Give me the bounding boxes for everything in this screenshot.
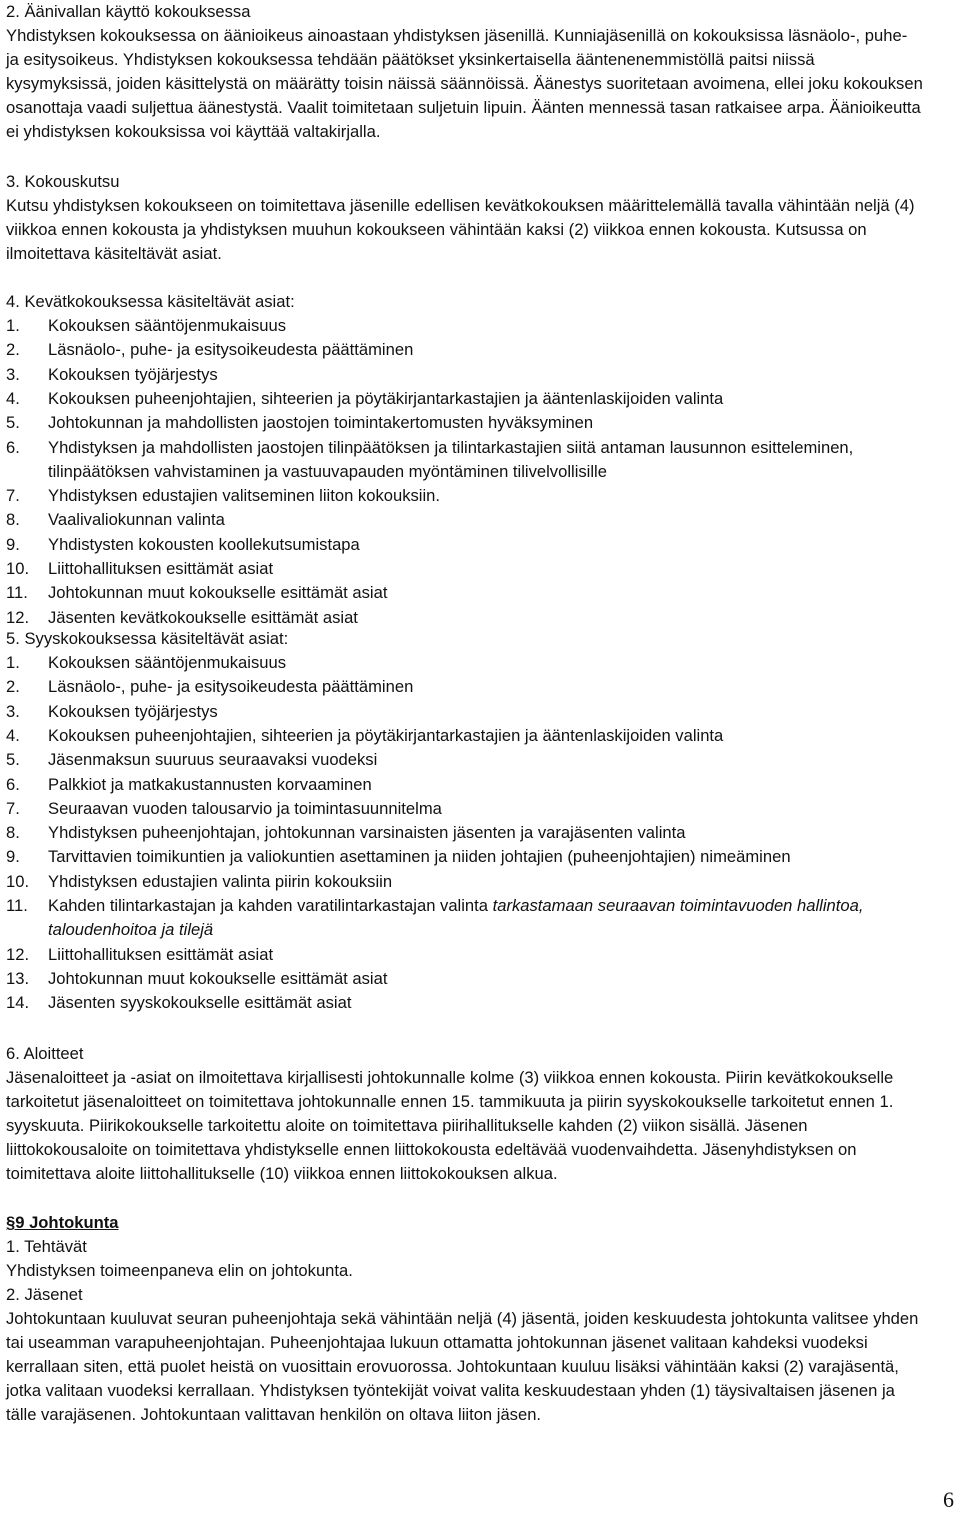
- paragraph-line: ilmoitettava käsiteltävät asiat.: [6, 244, 222, 263]
- list-item-italic-text: tarkastamaan seuraavan toimintavuoden hallintoa,: [492, 896, 864, 915]
- list-item-number: 9.: [6, 534, 20, 554]
- list-item-text: Kokouksen sääntöjenmukaisuus: [48, 316, 286, 335]
- list-item-text: Kokouksen työjärjestys: [48, 364, 218, 384]
- section-heading-2: 2. Äänivallan käyttö kokouksessa: [6, 2, 251, 21]
- paragraph-line: Yhdistyksen toimeenpaneva elin on johtokunta.: [6, 1261, 353, 1280]
- list-item-text: Liittohallituksen esittämät asiat: [48, 559, 274, 578]
- list-item: [6, 797, 442, 821]
- list-item: [6, 338, 413, 362]
- list-item-number: 9.: [6, 847, 20, 867]
- paragraph-line: toimitettava aloite liittohallitukselle (10) viikkoa ennen liittokokouksen alkua.: [6, 1164, 558, 1183]
- list-item-text: Johtokunnan ja mahdollisten jaostojen toimintakertomusten hyväksyminen: [48, 413, 594, 433]
- list-item: [6, 533, 360, 557]
- list-item: [6, 748, 377, 772]
- list-item: [6, 363, 218, 387]
- paragraph-line: kerrallaan siten, että puolet heistä on vuosittain erovuorossa. Johtokuntaan kuuluu lisäksi vähintään kaksi (2) varajäsentä,: [6, 1357, 899, 1376]
- list-item-text: Liittohallituksen esittämät asiat: [48, 944, 274, 964]
- list-item: [6, 651, 286, 675]
- list-item: [6, 460, 607, 484]
- list-item-text: Yhdistysten kokousten koollekutsumistapa: [48, 534, 360, 554]
- section-heading-6: 6. Aloitteet: [6, 1044, 84, 1063]
- list-item-text: Kokouksen puheenjohtajien, sihteerien ja pöytäkirjantarkastajien ja ääntenlaskijoiden valinta: [48, 388, 724, 408]
- list-item: [6, 724, 723, 748]
- list-item-number: 5.: [6, 413, 20, 433]
- list-item-text: Jäsenten kevätkokoukselle esittämät asiat: [48, 607, 358, 627]
- list-item-number: 3.: [6, 364, 20, 384]
- list-item-number: 10.: [6, 871, 30, 891]
- paragraph-line: tai useamman varapuheenjohtajan. Puheenjohtajaa lukuun ottamatta johtokunnan jäsenet valitaan kahdeksi vuodeksi: [6, 1333, 868, 1352]
- list-item: [6, 991, 351, 1015]
- list-item: [6, 508, 225, 532]
- list-item-italic-text: taloudenhoitoa ja tilejä: [48, 920, 214, 940]
- list-item-text: Vaalivaliokunnan valinta: [48, 510, 225, 530]
- list-item-text: Yhdistyksen edustajien valitseminen liiton kokouksiin.: [48, 486, 441, 506]
- page-number: 6: [943, 1487, 954, 1512]
- list-item-text: Seuraavan vuoden talousarvio ja toimintasuunnitelma: [48, 798, 442, 818]
- list-item-number: 7.: [6, 798, 20, 818]
- list-item-text: Kokouksen työjärjestys: [48, 701, 218, 721]
- section-heading-9: §9 Johtokunta: [6, 1213, 119, 1232]
- list-item: [6, 967, 387, 991]
- list-item-number: 6.: [6, 774, 20, 794]
- list-item-text: Läsnäolo-, puhe- ja esitysoikeudesta päättäminen: [48, 677, 414, 697]
- list-item-text: Yhdistyksen edustajien valinta piirin kokouksiin: [48, 871, 393, 891]
- list-item: [6, 821, 685, 845]
- list-item-number: 13.: [6, 968, 30, 988]
- list-item: [6, 606, 358, 630]
- list-item: [6, 557, 273, 581]
- paragraph-line: osanottaja vaadi suljettua äänestystä. Vaalit toimitetaan suljetuin lipuin. Äänten mennessä tasan ratkaisee arpa. Äänioikeutta: [6, 98, 921, 117]
- list-item-number: 6.: [6, 437, 20, 457]
- paragraph-line: tarkoitetut jäsenaloitteet on toimitettava johtokunnalle ennen 15. tammikuuta ja piirin syyskokoukselle tarkoitetut ennen 1.: [6, 1092, 894, 1111]
- paragraph-line: Kutsu yhdistyksen kokoukseen on toimitettava jäsenille edellisen kevätkokouksen määrittelemällä tavalla vähintään neljä (4): [6, 196, 915, 215]
- list-item: [6, 894, 863, 918]
- list-item-number: 11.: [6, 583, 28, 603]
- list-item: [6, 700, 218, 724]
- list-item-number: 5.: [6, 750, 20, 770]
- list-item-number: 7.: [6, 486, 20, 506]
- list-item: [6, 314, 286, 338]
- subheading-tasks: 1. Tehtävät: [6, 1237, 87, 1256]
- list-item: [6, 773, 372, 797]
- list-item: [6, 918, 213, 942]
- list-item-text: Kokouksen sääntöjenmukaisuus: [48, 653, 286, 672]
- paragraph-line: ja esitysoikeus. Yhdistyksen kokouksessa tehdään päätökset yksinkertaisella ääntenenemmistöllä paitsi niissä: [6, 50, 815, 69]
- paragraph-line: jotka valitaan vuodeksi kerrallaan. Yhdistyksen työntekijät voivat valita keskuudestaan yhden (1) täysivaltaisen jäsenen ja: [6, 1381, 895, 1400]
- list-item: [6, 581, 387, 605]
- paragraph-line: tälle varajäsenen. Johtokuntaan valittavan henkilön on oltava liiton jäsen.: [6, 1405, 542, 1424]
- paragraph-line: Yhdistyksen kokouksessa on äänioikeus ainoastaan yhdistyksen jäsenillä. Kunniajäsenillä on kokouksissa läsnäolo-, puhe-: [6, 26, 908, 45]
- list-item-number: 14.: [6, 993, 30, 1013]
- list-item-number: 8.: [6, 510, 20, 530]
- list-item-text: Johtokunnan muut kokoukselle esittämät asiat: [48, 583, 388, 603]
- list-item-number: 1.: [6, 653, 20, 672]
- list-item-number: 10.: [6, 559, 30, 578]
- list-item: [6, 943, 273, 967]
- list-item-text: tilinpäätöksen vahvistaminen ja vastuuvapauden myöntäminen tilivelvollisille: [48, 461, 607, 481]
- list-item: [6, 484, 440, 508]
- paragraph-line: Johtokuntaan kuuluvat seuran puheenjohtaja sekä vähintään neljä (4) jäsentä, joiden keskuudesta johtokunta valitsee yhden: [6, 1309, 919, 1328]
- list-item: [6, 387, 723, 411]
- list-item: [6, 411, 593, 435]
- list-item: [6, 845, 791, 869]
- list-item-number: 8.: [6, 823, 20, 843]
- list-item: [6, 436, 853, 460]
- section-heading-4: 4. Kevätkokouksessa käsiteltävät asiat:: [6, 292, 295, 311]
- subheading-members: 2. Jäsenet: [6, 1285, 83, 1304]
- list-item-text: Jäsenmaksun suuruus seuraavaksi vuodeksi: [48, 750, 378, 770]
- list-item-text: Läsnäolo-, puhe- ja esitysoikeudesta päättäminen: [48, 340, 414, 360]
- list-item-number: 2.: [6, 340, 20, 360]
- list-item-number: 4.: [6, 725, 20, 745]
- list-item-text: Kokouksen puheenjohtajien, sihteerien ja pöytäkirjantarkastajien ja ääntenlaskijoiden valinta: [48, 725, 724, 745]
- list-item: [6, 870, 392, 894]
- paragraph-line: liittokokousaloite on toimitettava yhdistykselle ennen liittokokousta edeltävää vuodenvaihdetta. Jäsenyhdistyksen on: [6, 1140, 857, 1159]
- list-item-number: 1.: [6, 316, 20, 335]
- list-item-text: Johtokunnan muut kokoukselle esittämät asiat: [48, 968, 388, 988]
- list-item-number: 3.: [6, 701, 20, 721]
- paragraph-line: syyskuuta. Piirikokoukselle tarkoitettu aloite on toimitettava piirihallitukselle kahden (2) viikon sisällä. Jäsenen: [6, 1116, 808, 1135]
- list-item: [6, 675, 413, 699]
- list-item-text: Yhdistyksen puheenjohtajan, johtokunnan varsinaisten jäsenten ja varajäsenten valinta: [48, 823, 686, 843]
- list-item-text: Tarvittavien toimikuntien ja valiokuntien asettaminen ja niiden johtajien (puheenjohtajien) nimeäminen: [48, 847, 791, 867]
- list-item-text: Kahden tilintarkastajan ja kahden varatilintarkastajan valinta: [48, 896, 493, 915]
- list-item-number: 11.: [6, 896, 28, 915]
- list-item-number: 2.: [6, 677, 20, 697]
- list-item-number: 12.: [6, 607, 30, 627]
- list-item-text: Palkkiot ja matkakustannusten korvaaminen: [48, 774, 372, 794]
- section-heading-3: 3. Kokouskutsu: [6, 172, 120, 191]
- paragraph-line: Jäsenaloitteet ja -asiat on ilmoitettava kirjallisesti johtokunnalle kolme (3) viikkoa ennen kokousta. Piirin kevätkokoukselle: [6, 1068, 894, 1087]
- list-item-text: Yhdistyksen ja mahdollisten jaostojen tilinpäätöksen ja tilintarkastajien siitä antaman lausunnon esitteleminen,: [48, 437, 854, 457]
- list-item-number: 12.: [6, 944, 30, 964]
- list-item-number: 4.: [6, 388, 20, 408]
- section-heading-5: 5. Syyskokouksessa käsiteltävät asiat:: [6, 629, 289, 648]
- paragraph-line: kysymyksissä, joiden käsittelystä on määrätty toisin näissä säännöissä. Äänestys suoritetaan avoimena, ellei joku kokouksen: [6, 74, 923, 93]
- list-item-text: Jäsenten syyskokoukselle esittämät asiat: [48, 993, 352, 1013]
- paragraph-line: ei yhdistyksen kokouksissa voi käyttää valtakirjalla.: [6, 122, 381, 141]
- paragraph-line: viikkoa ennen kokousta ja yhdistyksen muuhun kokoukseen vähintään kaksi (2) viikkoa ennen kokousta. Kutsussa on: [6, 220, 867, 239]
